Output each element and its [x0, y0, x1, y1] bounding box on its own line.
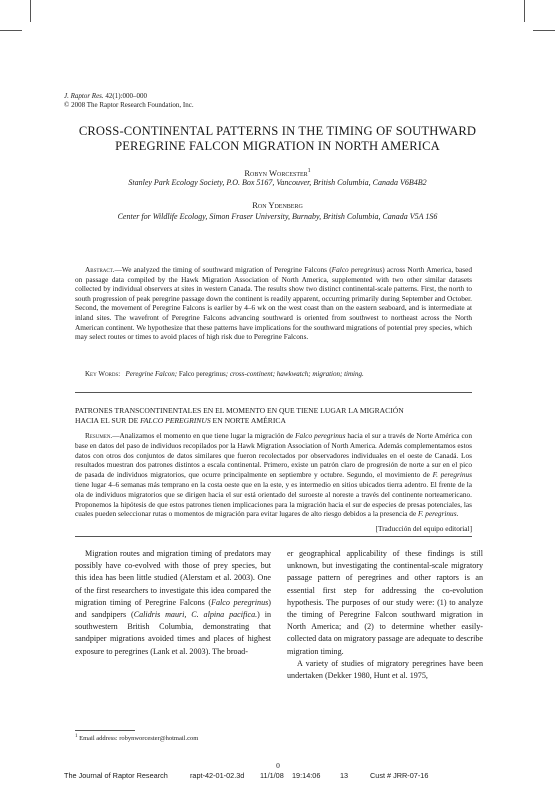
abstract: Abstract.—We analyzed the timing of southward migration of Peregrine Falcons (Falco peregrinus) across North America, based on passage data compiled by the Hawk Migration Association of North America, supplemented with two other similar datasets collected by individual observers at sites in western Canada. The results show two distinct continental-scale patterns. First, the north to south progression of peak peregrine passage down the continent is readily apparent, occurring primarily during September and October. Second, the movement of Peregrine Falcons is earlier by 4–6 wk on the west coast than on the eastern seaboard, and is intermediate at inland sites. The wavefront of Peregrine Falcons advancing southward is oriented from southwest to northeast across the North American continent. We hypothesize that these patterns have implications for the southward migrations of potential prey species, which may select routes or times to avoid places of high risk due to Peregrine Falcons.: [75, 265, 473, 342]
title-line: PEREGRINE FALCON MIGRATION IN NORTH AMERICA: [115, 139, 440, 153]
translation-credit: [Traducción del equipo editorial]: [375, 524, 472, 533]
journal-volume: 42(1):000–000: [103, 92, 148, 100]
journal-citation: [64, 92, 194, 110]
author-name: Ron Ydenberg: [252, 200, 303, 210]
footer-date: 11/1/08: [260, 771, 284, 780]
copyright: © 2008 The Raptor Research Foundation, Inc.: [64, 101, 194, 109]
crop-mark: [533, 30, 555, 31]
footer-page: 13: [340, 771, 349, 780]
paragraph: er geographical applicability of these findings is still unknown, but investigating the continental-scale migratory passage pattern of peregrines and other raptors is an essential first step for addressing the co-evolution hypothesis. The purposes of our study were: (1) to analyze the timing of Peregrine Falcon southward migration in North America; and (2) to determine whether easily-collected data on migratory passage are adequate to describe migration timing.: [287, 549, 483, 656]
body-column-right: [287, 548, 483, 682]
footnote-marker: 1: [307, 168, 311, 174]
crop-mark: [30, 0, 31, 22]
section-divider: [75, 392, 472, 393]
title-line: CROSS-CONTINENTAL PATTERNS IN THE TIMING OF SOUTHWARD: [78, 124, 477, 138]
author-affiliation: Stanley Park Ecology Society, P.O. Box 5167, Vancouver, British Columbia, Canada V6B4B2: [128, 178, 427, 187]
species-name: Falco peregrinus: [331, 265, 383, 274]
body-column-left: Migration routes and migration timing of predators may possibly have co-evolved with those of prey species, but this idea has been little studied (Alerstam et al. 2003). One of the first researchers to investigate this idea compared the migration timing of Peregrine Falcons (Falco peregrinus) and sandpipers (Calidris mauri, C. alpina pacifica.) in southwestern British Columbia, demonstrating that sandpiper migrations avoided times and places of highest exposure to peregrines (Lank et al. 2003). The broad-: [75, 549, 272, 656]
keywords-label: Key Words:: [85, 370, 121, 378]
journal-name: J. Raptor Res.: [64, 92, 104, 100]
author-name: Robyn Worcester$^1$: [244, 167, 311, 178]
footer-cust: Cust # JRR-07-16: [370, 771, 429, 780]
footer-time: 19:14:06: [292, 771, 321, 780]
abstract-label: Abstract.: [85, 265, 115, 274]
resumen-label: Resumen.: [85, 431, 113, 440]
footnote: $^1$ Email address: robynworcester@hotmail.com: [75, 734, 199, 743]
footnote-rule: [75, 730, 135, 731]
section-divider: [75, 536, 472, 537]
footer-journal: The Journal of Raptor Research: [64, 771, 168, 780]
author-affiliation: Center for Wildlife Ecology, Simon Fraser University, Burnaby, British Columbia, Canada V5A 1S6: [117, 212, 438, 221]
spanish-title: PATRONES TRANSCONTINENTALES EN EL MOMENTO EN QUE TIENE LUGAR LA MIGRACIÓN HACIA EL SUR DE FALCO PEREGRINUS EN NORTE AMÉRICA: [75, 406, 404, 425]
resumen: Resumen.—Analizamos el momento en que tiene lugar la migración de Falco peregrinus hacia el sur a través de Norte América con base en datos del paso de individuos recopilados por la Hawk Migration Association of North America. Además complementamos estos datos con otros dos conjuntos de datos similares que fueron recolectados por observadores individuales en el oeste de Canadá. Los resultados muestran dos patrones distintos a escala continental. Primero, existe un patrón claro de progresión de norte a sur en el pico de pasada de individuos migratorios, que ocurre principalmente en septiembre y octubre. Segundo, el movimiento de F. peregrinus tiene lugar 4–6 semanas más temprano en la costa oeste que en la este, y es intermedio en sitios ubicados tierra adentro. El frente de la ola de individuos migratorios que se dirigen hacia el sur está orientado del suroeste al noreste a través del continente norteamericano. Proponemos la hipótesis de que estos patrones tienen implicaciones para la migración hacia el sur de especies de presas potenciales, las cuales pueden seleccionar rutas o momentos de migración para evitar lugares de alto riesgo debidos a la presencia de F. peregrinus.: [75, 431, 472, 519]
page-number: 0: [276, 761, 280, 770]
footer-file: rapt-42-01-02.3d: [190, 771, 245, 780]
crop-mark: [524, 0, 525, 22]
keywords: Key Words: Peregrine Falcon; Falco peregrinus; cross-continent; hawkwatch; migration; timing.: [85, 370, 364, 378]
article-title: [40, 124, 515, 154]
paragraph: A variety of studies of migratory peregrines have been undertaken (Dekker 1980, Hunt et al. 1975,: [287, 658, 483, 681]
crop-mark: [0, 30, 22, 31]
